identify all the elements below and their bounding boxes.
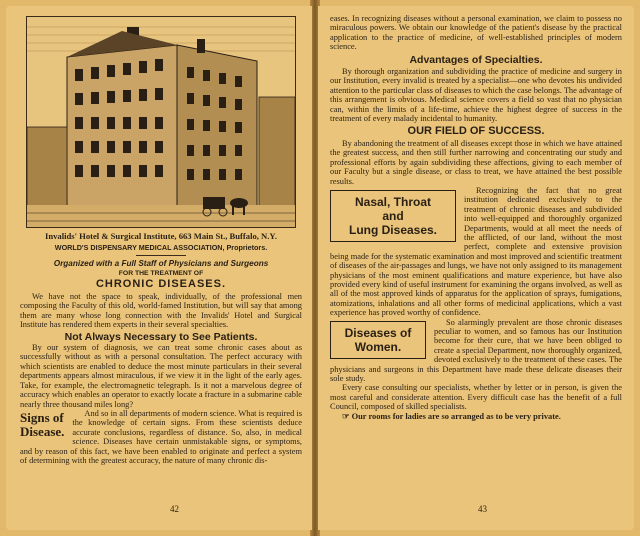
continuation-paragraph: eases. In recognizing diseases without a personal examination, we claim to possess no miraculous powers. We obtain our knowledge of the patient's disease by the practical application to the practice of medicine, of well-established principles of modern science.: [330, 14, 622, 52]
ladies-rooms-paragraph: [330, 412, 622, 421]
nasal-box-line-1: Nasal, Throat: [354, 194, 432, 209]
women-paragraph: So alarmingly prevalent are those chronic diseases peculiar to women, and so famous has our Institution become for their cure, that we have been obliged to create a special Department, now thoroughly organized, devoted exclusively to the treatment of these cases. The physicians and surgeons in this Department have made these delicate diseases their sole study.: [330, 317, 622, 384]
page-number-right: 43: [478, 504, 487, 514]
specialties-heading: Advantages of Specialties.: [409, 53, 543, 66]
right-page: [318, 6, 634, 530]
women-box-line-2: Women.: [354, 339, 402, 354]
nasal-box-line-3: Lung Diseases.: [348, 222, 438, 237]
building-illustration: [27, 17, 295, 227]
signs-box-line-1: Signs of: [20, 409, 64, 425]
diseases-of-women-box: [330, 321, 426, 359]
left-page: [6, 6, 312, 530]
not-necessary-heading: Not Always Necessary to See Patients.: [64, 330, 258, 343]
specialties-paragraph: By thorough organization and subdividing the practice of medicine and surgery in our Institution, every invalid is treated by a specialist—one who devotes his undivided attention to the particular class of diseases to which the case belongs. The advantage of this arrangement is obvious. Medical science covers a field so vast that no physician can, within the limits of a life-time, achieve the highest degree of success in the treatment of every malady incidental to humanity.: [330, 67, 622, 124]
nasal-box-line-2: and: [382, 208, 404, 223]
women-box-line-1: Diseases of: [344, 325, 412, 340]
organized-heading: Organized with a Full Staff of Physicians and Surgeons: [53, 258, 269, 268]
air-passages-paragraph: Recognizing the fact that no great institution dedicated exclusively to the treatment of chronic diseases and subdivided into well-equipped and thoroughly organized Departments, would at all meet the needs of the afflicted, of our land, without the most perfect, complete and extensive provision being made for the systematic examination and most improved and scientific treatment of diseases of the air-passages and lungs, we have not only assigned to its management physicians of the most eminent qualifications and mature experience, but have also provided every kind of useful instrument for examining the organs involved, as well as all of the most approved kinds of apparatus for the application of sprays, fumigations, atomizations, inhalations and all other forms of medicinal applications, which a vast experience has proved worthy of confidence.: [330, 185, 622, 318]
page-number-left: 42: [170, 504, 179, 514]
association-line: WORLD'S DISPENSARY MEDICAL ASSOCIATION, Proprietors.: [54, 243, 268, 253]
divider-rule: [136, 255, 186, 256]
signs-box-line-2: Disease.: [20, 423, 65, 439]
treatment-of-line: FOR THE TREATMENT OF: [118, 270, 204, 278]
engraving-caption: Invalids' Hotel & Surgical Institute, 663 Main St., Buffalo, N.Y.: [45, 231, 277, 241]
institute-engraving: [26, 16, 296, 228]
pointing-hand-icon: ☞: [342, 411, 350, 421]
faculty-paragraph: We have not the space to speak, individually, of the professional men composing the Faculty of this old, world-famed Institution, but will say that among them are many whose long connection with the Invalids' Hotel and Surgical Institute has rendered them experts in their several specialties.: [20, 292, 302, 330]
ladies-rooms-text: Our rooms for ladies are so arranged as to be very private.: [351, 411, 561, 421]
signs-of-disease-box: [20, 411, 68, 439]
nasal-throat-lung-box: [330, 190, 456, 242]
field-of-success-heading: OUR FIELD OF SUCCESS.: [407, 125, 545, 138]
signs-paragraph: And so in all departments of modern science. What is required is the knowledge of certain signs. From these scientists deduce accurate conclusions, regardless of distance. So, also, in medical science. Diseases have certain unmistakable signs, or symptoms, and by reason of this fact, we have been enabled to originate and perfect a system of determining with the greatest accuracy, the nature of many chronic dis-: [20, 408, 302, 465]
consulting-paragraph: Every case consulting our specialists, whether by letter or in person, is given the most careful and considerate attention. Every difficult case has the benefit of a full Council, composed of skilled specialists.: [330, 383, 622, 412]
field-paragraph: By abandoning the treatment of all diseases except those in which we have attained the greatest success, and then still further narrowing and concentrating our study and professional efforts by again subdividing these affections, giving to each member of our Faculty but a single disease, or class to treat, we have attained the best possible results.: [330, 138, 622, 186]
diagnosis-paragraph: By our system of diagnosis, we can treat some chronic cases about as successfully without as with a personal consultation. The perfect accuracy with which scientists are enabled to deduce the most minute particulars in their several departments appears almost miraculous, if we view it in the light of the early ages. Take, for example, the electromagnetic telegraph. Is it not a marvelous degree of accuracy which enables an operator to exactly locate a fracture in a submarine cable nearly three thousand miles long?: [20, 343, 302, 409]
chronic-diseases-heading: CHRONIC DISEASES.: [95, 277, 227, 290]
